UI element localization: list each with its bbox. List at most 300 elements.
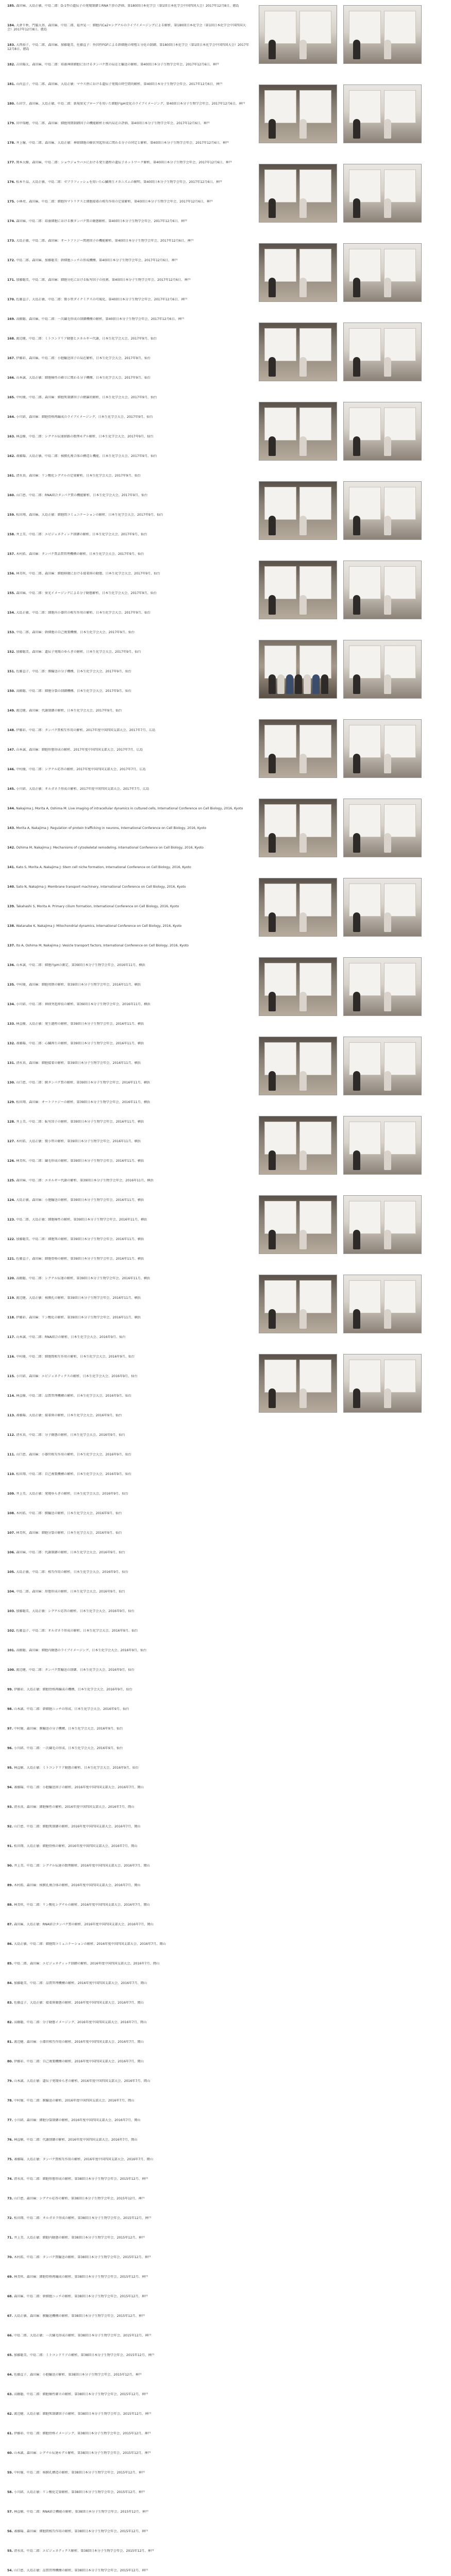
- presentation-entry: [7, 513, 249, 533]
- presentation-entry-text: [7, 1942, 249, 1946]
- presentation-entry-text: [7, 689, 249, 693]
- presentation-entry-text: [7, 2510, 249, 2514]
- person-silhouette: [353, 119, 360, 139]
- presentation-entry: [7, 944, 249, 963]
- poster-board-shape: [299, 646, 331, 679]
- presentation-number: 101.: [7, 1649, 15, 1652]
- presentation-number: 64.: [7, 2373, 13, 2377]
- person-silhouette: [384, 357, 391, 377]
- presentation-entry: [7, 2412, 249, 2432]
- poster-board-shape: [264, 11, 296, 44]
- poster-board-shape: [299, 408, 331, 440]
- presentation-number: 93.: [7, 1805, 13, 1809]
- presentation-number: 76.: [7, 2138, 13, 2142]
- poster-session-photo-20: [259, 799, 337, 857]
- presentation-citation: 加藤聡美、中島二郎：細胞死の解析、第39回日本分子生物学会年会、2016年11月、横浜: [16, 1238, 144, 1241]
- presentation-citation: 木村拓、森田麻：核膜孔複合体の解析、2016年度中国四国支部大会、2016年7月、岡山: [13, 1884, 141, 1887]
- person-silhouette: [353, 992, 360, 1011]
- presentation-number: 164.: [7, 415, 15, 419]
- presentation-number: 70.: [7, 2256, 13, 2259]
- poster-board-shape: [264, 249, 296, 282]
- presentation-entry: [7, 435, 249, 454]
- person-silhouette: [269, 833, 276, 853]
- presentation-entry-text: [7, 1766, 249, 1770]
- person-silhouette: [353, 436, 360, 456]
- presentation-number: 180.: [7, 102, 15, 106]
- person-silhouette: [286, 674, 293, 694]
- poster-board-shape: [384, 408, 416, 440]
- presentation-citation: 山口恵、森田麻：小器官相互作用の解析、日本生化学会大会、2016年9月、仙台: [16, 1453, 132, 1456]
- presentation-number: 116.: [7, 1355, 15, 1359]
- presentation-entry: [7, 454, 249, 474]
- presentation-entry-text: [7, 2334, 249, 2338]
- presentation-citation: 斎藤陽、大島正敏、中島二郎：核膜孔複合体の構造と機能、日本生化学会大会、2017年9月、仙台: [16, 454, 157, 458]
- presentation-entry-text: [7, 1198, 249, 1202]
- poster-session-photo-24: [259, 957, 337, 1016]
- person-silhouette: [384, 1388, 391, 1408]
- presentation-entry: [7, 1179, 249, 1198]
- presentation-entry-text: [7, 1629, 249, 1633]
- presentation-entry: [7, 1766, 249, 1786]
- presentation-number: 118.: [7, 1316, 15, 1319]
- presentation-citation: Nakajima J, Morita A, Oshima M: Live imaging of intracellular dynamics in cultured cells, International Conference on Cell Biology, 2016, Kyoto: [16, 807, 243, 810]
- presentation-number: 170.: [7, 298, 15, 301]
- presentation-entry-text: [7, 2353, 249, 2358]
- presentation-entry: [7, 161, 249, 180]
- poster-board-shape: [299, 249, 331, 282]
- presentation-entry: [7, 748, 249, 768]
- presentation-citation: 林直樹、大島正敏：ミトコンドリア動態の解析、日本生化学会大会、2016年9月、仙台: [13, 1766, 139, 1770]
- presentation-citation: 森田麻、中島二郎：幹細胞ニッチの解析、第38回日本分子生物学会年会、2015年12月、神戸: [13, 2295, 148, 2298]
- presentation-entry: [7, 983, 249, 1003]
- presentation-entry-text: [7, 1903, 249, 1907]
- presentation-citation: 高橋聡、中島二郎：細胞極性確立の解析、第38回日本分子生物学会年会、2015年12月、神戸: [13, 2393, 148, 2396]
- presentation-entry: [7, 611, 249, 631]
- presentation-citation: 林美咲、中島二郎：繊毛形成の解析、第39回日本分子生物学会年会、2016年11月、横浜: [16, 1159, 144, 1163]
- poster-board-shape: [299, 884, 331, 917]
- poster-board-shape: [264, 408, 296, 440]
- presentation-citation: Ito A, Oshima M, Nakajima J: Vesicle transport factors, International Conference on Cell Biology, 2016, Kyoto: [16, 944, 189, 947]
- presentation-entry: [7, 2471, 249, 2490]
- person-silhouette: [277, 674, 285, 694]
- presentation-entry-text: [7, 2295, 249, 2299]
- presentation-entry-text: [7, 4, 249, 8]
- poster-session-photo-4: [343, 84, 422, 143]
- person-silhouette: [269, 912, 276, 932]
- presentation-citation: 吉田陽太、森田麻、中島二郎：培養神経細胞におけるタンパク質の局在と輸送の解析、第40回日本分子生物学会年会、2017年12月6日、神戸: [16, 63, 220, 66]
- poster-session-photo-19: [343, 719, 422, 778]
- presentation-entry: [7, 1492, 249, 1512]
- presentation-citation: 加藤聡美、中島二郎、森田麻：細胞分化における転写因子の役割、第40回日本分子生物学会年会、2017年12月6日、神戸: [16, 278, 191, 282]
- poster-board-shape: [384, 249, 416, 282]
- presentation-entry: [7, 1512, 249, 1531]
- presentation-number: 149.: [7, 709, 15, 713]
- presentation-number: 128.: [7, 1120, 15, 1124]
- poster-session-photo-29: [343, 1116, 422, 1175]
- presentation-entry-text: [7, 1884, 249, 1888]
- presentation-citation: 岡本大樹、森田麻、中島二郎：ショウジョウバエにおける発生過程の遺伝子ネットワーク解析、第40回日本分子生物学会年会、2017年12月6日、神戸: [16, 161, 232, 164]
- presentation-citation: 佐藤直子、中島二郎：オルガネラ形成の解析、日本生化学会大会、2016年9月、仙台: [16, 1629, 138, 1633]
- presentation-entry-text: [7, 1355, 249, 1359]
- poster-session-photo-22: [259, 878, 337, 937]
- presentation-entry: [7, 2236, 249, 2256]
- presentation-number: 156.: [7, 572, 15, 575]
- presentation-entry-text: [7, 846, 249, 850]
- presentation-citation: 林直樹、大島正敏：発生過程の解析、第39回日本分子生物学会年会、2016年11月、横浜: [16, 1022, 144, 1026]
- person-silhouette: [384, 1309, 391, 1329]
- presentation-entry: [7, 1433, 249, 1453]
- presentation-entry: [7, 1590, 249, 1609]
- presentation-entry: [7, 670, 249, 689]
- presentation-citation: 伊藤彩、中島二郎：自己複製機構の解析、2016年度中国四国支部大会、2016年7月、岡山: [13, 2060, 144, 2063]
- poster-session-photo-6: [343, 164, 422, 223]
- presentation-entry-text: [7, 2001, 249, 2005]
- poster-board-shape: [299, 170, 331, 202]
- presentation-number: 90.: [7, 1864, 13, 1868]
- person-silhouette: [299, 436, 307, 456]
- person-silhouette: [269, 278, 276, 297]
- presentation-entry-text: [7, 1551, 249, 1555]
- person-silhouette: [299, 516, 307, 535]
- presentation-citation: 山口恵、中島二郎：細胞死制御の解析、2016年度中国四国支部大会、2016年7月、岡山: [13, 1825, 141, 1828]
- poster-board-shape: [349, 487, 381, 520]
- presentation-entry: [7, 1981, 249, 2001]
- presentation-entry-text: [7, 278, 249, 282]
- person-silhouette: [312, 674, 320, 694]
- presentation-citation: 中村優、中島二郎：核膜孔構造の解析、第38回日本分子生物学会年会、2015年12月、神戸: [13, 2471, 145, 2475]
- presentation-entry-text: [7, 219, 249, 224]
- presentation-number: 169.: [7, 317, 15, 321]
- person-silhouette: [269, 40, 276, 59]
- poster-board-shape: [264, 487, 296, 520]
- poster-board-shape: [349, 1042, 381, 1075]
- presentation-number: 184.: [7, 24, 15, 27]
- presentation-number: 79.: [7, 2079, 13, 2083]
- presentation-entry-text: [7, 748, 249, 752]
- presentation-entry: [7, 1727, 249, 1747]
- poster-board-shape: [384, 566, 416, 599]
- presentation-entry: [7, 1531, 249, 1551]
- presentation-citation: 林美咲、中島二郎：リン酸化シグナルの解析、2016年度中国四国支部大会、2016年7月、岡山: [13, 1903, 150, 1907]
- presentation-citation: 小川結、大島正敏：リン酸化定量解析、第38回日本分子生物学会年会、2015年12月、神戸: [13, 2490, 145, 2494]
- presentation-entry: [7, 1903, 249, 1923]
- presentation-number: 95.: [7, 1766, 13, 1770]
- poster-board-shape: [349, 1122, 381, 1155]
- person-silhouette: [384, 1071, 391, 1091]
- presentation-number: 85.: [7, 1962, 13, 1965]
- presentation-citation: 松田翔、大島正敏：細胞骨格の解析、2016年度中国四国支部大会、2016年7月、岡山: [13, 1844, 138, 1848]
- presentation-number: 83.: [7, 2001, 13, 2005]
- presentation-citation: 山本誠、大島正敏：細胞極性の確立に関わる分子機構、日本生化学会大会、2017年9月、仙台: [16, 376, 151, 380]
- presentation-entry-text: [7, 2197, 249, 2201]
- person-silhouette: [353, 357, 360, 377]
- presentation-number: 139.: [7, 905, 15, 908]
- presentation-entry: [7, 2334, 249, 2353]
- presentation-number: 84.: [7, 1981, 13, 1985]
- presentation-entry-text: [7, 82, 249, 87]
- presentation-entry: [7, 631, 249, 650]
- presentation-entry: [7, 1786, 249, 1805]
- presentation-citation: 森田麻、中島二郎：蛍光イメージングによる分子動態解析、日本生化学会大会、2017年9月、仙台: [16, 591, 157, 595]
- presentation-number: 86.: [7, 1942, 13, 1946]
- poster-board-shape: [384, 884, 416, 917]
- poster-board-shape: [264, 1042, 296, 1075]
- presentation-entry: [7, 2021, 249, 2040]
- presentation-entry-text: [7, 2275, 249, 2279]
- presentation-citation: 高橋聡、森田麻：細胞内動態のライブイメージング、日本生化学会大会、2016年9月、仙台: [16, 1649, 147, 1652]
- presentation-entry: [7, 2099, 249, 2119]
- presentation-entry-text: [7, 1042, 249, 1046]
- presentation-entry: [7, 1629, 249, 1649]
- presentation-entry-text: [7, 1414, 249, 1418]
- presentation-entry: [7, 1022, 249, 1042]
- presentation-entry: [7, 709, 249, 728]
- presentation-number: 54.: [7, 2569, 13, 2572]
- presentation-entry-text: [7, 337, 249, 341]
- presentation-citation: 林直樹、中島二郎：RNA結合機能の解析、第38回日本分子生物学会年会、2015年12月、神戸: [13, 2510, 149, 2514]
- presentation-entry: [7, 1081, 249, 1100]
- presentation-entry-text: [7, 2432, 249, 2436]
- presentation-citation: 高橋聡、中島二郎：分子動態イメージング、2016年度中国四国支部大会、2016年7月、岡山: [13, 2021, 147, 2024]
- presentation-entry-text: [7, 357, 249, 361]
- presentation-number: 87.: [7, 1923, 13, 1926]
- presentation-number: 106.: [7, 1551, 15, 1554]
- presentation-citation: 山内直子、中島二郎、森田麻、大島正敏：マウス胚における遺伝子発現の時空間的解析、第40回日本分子生物学会年会、2017年12月6日、神戸: [16, 82, 223, 86]
- presentation-number: 135.: [7, 983, 15, 987]
- person-silhouette: [269, 436, 276, 456]
- presentation-number: 69.: [7, 2275, 13, 2279]
- presentation-entry-text: [7, 1688, 249, 1692]
- presentation-number: 113.: [7, 1414, 15, 1417]
- presentation-entry: [7, 2490, 249, 2510]
- presentation-entry: [7, 787, 249, 807]
- presentation-entry-text: [7, 1238, 249, 1242]
- presentation-citation: 山口恵、中島二郎：RNA結合タンパク質の機能解析、日本生化学会大会、2017年9月、仙台: [16, 494, 148, 497]
- presentation-citation: 清水真、中島二郎：細胞形態形成の解析、第38回日本分子生物学会年会、2015年12月、神戸: [13, 2177, 148, 2181]
- presentation-citation: 清水真、森田麻：細胞接着の解析、第39回日本分子生物学会年会、2016年11月、横浜: [16, 1061, 141, 1065]
- poster-session-photo-28: [259, 1116, 337, 1175]
- presentation-citation: 中村優、中島二郎：膜輸送の解析、2016年度中国四国支部大会、2016年7月、岡山: [13, 2099, 135, 2103]
- presentation-entry-text: [7, 1805, 249, 1809]
- presentation-number: 57.: [7, 2510, 13, 2514]
- poster-session-photo-3: [259, 84, 337, 143]
- poster-session-photo-9: [259, 323, 337, 381]
- presentation-citation: 佐藤直子、大島正敏、中島二郎：微小管ダイナミクスの可視化、第40回日本分子生物学会年会、2017年12月6日、神戸: [16, 298, 188, 301]
- presentation-citation: 渡辺健、大島正敏：細胞死制御因子の解析、第38回日本分子生物学会年会、2015年12月、神戸: [13, 2412, 152, 2416]
- presentation-citation: 渡辺健、大島正敏：核膜孔の解析、第39回日本分子生物学会年会、2016年11月、横浜: [16, 1296, 141, 1300]
- presentation-number: 63.: [7, 2393, 13, 2396]
- person-silhouette: [299, 1230, 307, 1249]
- presentation-entry: [7, 2295, 249, 2314]
- person-silhouette: [384, 833, 391, 853]
- presentation-number: 122.: [7, 1238, 15, 1241]
- poster-board-shape: [384, 1122, 416, 1155]
- presentation-entry: [7, 219, 249, 239]
- person-silhouette: [353, 674, 360, 694]
- presentation-entry-text: [7, 2021, 249, 2025]
- presentation-entry-text: [7, 552, 249, 556]
- presentation-entry-text: [7, 533, 249, 537]
- presentation-citation: 斎藤陽、中島二郎：心臓再生の解析、第39回日本分子生物学会年会、2016年11月、横浜: [16, 1042, 144, 1045]
- person-silhouette: [384, 1230, 391, 1249]
- presentation-entry-text: [7, 1296, 249, 1300]
- presentation-entry-text: [7, 650, 249, 654]
- presentation-entry: [7, 357, 249, 376]
- poster-board-shape: [384, 725, 416, 758]
- presentation-number: 94.: [7, 1786, 13, 1789]
- presentation-citation: 斎藤陽、中島二郎：小胞輸送因子の解析、2016年度中国四国支部大会、2016年7月、岡山: [13, 1786, 144, 1789]
- presentation-entry-text: [7, 924, 249, 928]
- presentation-entry-text: [7, 122, 249, 126]
- presentation-number: 77.: [7, 2119, 13, 2122]
- presentation-number: 110.: [7, 1472, 15, 1476]
- presentation-entry: [7, 1277, 249, 1296]
- poster-board-shape: [384, 1042, 416, 1075]
- presentation-citation: 小林亮、森田麻、中島二郎：細胞外マトリクスと細胞接着の相互作用の定量解析、第40回日本分子生物学会年会、2017年12月6日、神戸: [16, 200, 213, 204]
- poster-board-shape: [349, 408, 381, 440]
- poster-board-shape: [384, 487, 416, 520]
- presentation-number: 143.: [7, 826, 15, 830]
- poster-board-shape: [264, 725, 296, 758]
- presentation-entry: [7, 415, 249, 435]
- presentation-citation: 山本誠、中島二郎：細胞内pHの測定、第39回日本分子生物学会年会、2016年11月、横浜: [16, 963, 145, 967]
- presentation-citation: 小川結、森田麻：細胞分裂制御の解析、2016年度中国四国支部大会、2016年7月、岡山: [13, 2119, 141, 2122]
- presentation-entry-text: [7, 2373, 249, 2377]
- poster-board-shape: [264, 328, 296, 361]
- presentation-entry-text: [7, 24, 249, 32]
- presentation-number: 99.: [7, 1688, 13, 1691]
- person-silhouette: [384, 1150, 391, 1170]
- person-silhouette: [269, 1309, 276, 1329]
- poster-session-photo-21: [343, 799, 422, 857]
- presentation-number: 138.: [7, 924, 15, 928]
- presentation-citation: 山本誠、大島正敏：遺伝子発現ゆらぎの解析、2016年度中国四国支部大会、2016年7月、岡山: [13, 2079, 151, 2083]
- person-silhouette: [353, 278, 360, 297]
- presentation-number: 182.: [7, 63, 15, 66]
- poster-board-shape: [384, 90, 416, 123]
- presentation-entry: [7, 2079, 249, 2099]
- presentation-citation: 松田翔、森田麻：オートファジーの解析、第39回日本分子生物学会年会、2016年11月、横浜: [16, 1100, 151, 1104]
- poster-session-photo-32: [259, 1275, 337, 1333]
- poster-board-shape: [384, 170, 416, 202]
- presentation-entry: [7, 1159, 249, 1179]
- poster-session-photo-11: [259, 402, 337, 461]
- presentation-number: 175.: [7, 200, 15, 204]
- presentation-entry-text: [7, 2451, 249, 2455]
- presentation-entry: [7, 2432, 249, 2451]
- presentation-entry-text: [7, 1864, 249, 1868]
- person-silhouette: [299, 357, 307, 377]
- poster-board-shape: [349, 170, 381, 202]
- presentation-citation: 伊藤彩、大島正敏：細胞骨格再編成の機構、日本生化学会大会、2016年9月、仙台: [13, 1688, 132, 1691]
- presentation-entry-text: [7, 1825, 249, 1829]
- presentation-citation: 山口恵、中島二郎：膜タンパク質の解析、第39回日本分子生物学会年会、2016年11月、横浜: [16, 1081, 151, 1084]
- presentation-entry-text: [7, 1786, 249, 1790]
- presentation-entry: [7, 396, 249, 415]
- presentation-number: 166.: [7, 376, 15, 380]
- presentation-entry-text: [7, 1590, 249, 1594]
- presentation-citation: 中村優、森田麻：細胞周期の解析、第39回日本分子生物学会年会、2016年11月、横浜: [16, 983, 141, 987]
- presentation-entry: [7, 494, 249, 513]
- presentation-entry: [7, 1355, 249, 1375]
- person-silhouette: [299, 595, 307, 615]
- presentation-citation: 大島正敏、森田麻：膜輸送機構の解析、第38回日本分子生物学会年会、2015年12月、神戸: [13, 2314, 145, 2318]
- presentation-entry: [7, 2510, 249, 2530]
- presentation-citation: 加藤聡美、森田麻：遺伝子発現のゆらぎの解析、日本生化学会大会、2017年9月、仙台: [16, 650, 141, 654]
- presentation-entry: [7, 1375, 249, 1394]
- poster-session-photo-27: [343, 1037, 422, 1095]
- presentation-number: 177.: [7, 161, 15, 164]
- presentation-entry-text: [7, 2236, 249, 2240]
- presentation-entry-text: [7, 63, 249, 67]
- presentation-number: 60.: [7, 2451, 13, 2455]
- presentation-entry-text: [7, 2314, 249, 2318]
- presentation-citation: Takahashi S, Morita A: Primary cilium formation, International Conference on Cell Biology, 2016, Kyoto: [16, 905, 179, 908]
- poster-board-shape: [349, 90, 381, 123]
- poster-board-shape: [349, 1360, 381, 1393]
- presentation-number: 129.: [7, 1100, 15, 1104]
- presentation-citation: 山口恵、森田麻：シグナル応答の解析、第38回日本分子生物学会年会、2015年12月、神戸: [13, 2197, 145, 2200]
- poster-board-shape: [384, 1280, 416, 1313]
- poster-session-photo-34: [259, 1354, 337, 1413]
- presentation-number: 126.: [7, 1159, 15, 1163]
- poster-board-shape: [264, 1280, 296, 1313]
- person-silhouette: [353, 754, 360, 773]
- presentation-entry: [7, 2530, 249, 2549]
- presentation-entry-text: [7, 944, 249, 948]
- presentation-number: 142.: [7, 846, 15, 850]
- presentation-citation: 木村拓、大島正敏：微小管の解析、第39回日本分子生物学会年会、2016年11月、横浜: [16, 1140, 141, 1143]
- presentation-citation: 渡辺健、中島二郎：ミトコンドリア動態とエネルギー代謝、日本生化学会大会、2017年9月、仙台: [16, 337, 157, 341]
- presentation-number: 98.: [7, 1707, 13, 1711]
- person-silhouette: [269, 1150, 276, 1170]
- presentation-number: 183.: [7, 43, 15, 47]
- presentation-entry-text: [7, 180, 249, 184]
- person-silhouette: [384, 436, 391, 456]
- presentation-entry: [7, 141, 249, 161]
- presentation-number: 117.: [7, 1335, 15, 1339]
- poster-board-shape: [299, 1122, 331, 1155]
- presentation-entry: [7, 963, 249, 983]
- presentation-citation: 小川結、森田麻：エピジェネティクスの解析、日本生化学会大会、2016年9月、仙台: [16, 1375, 138, 1378]
- presentation-entry: [7, 122, 249, 141]
- presentation-number: 158.: [7, 533, 15, 536]
- presentation-entry-text: [7, 141, 249, 145]
- poster-board-shape: [349, 963, 381, 996]
- poster-board-shape: [384, 804, 416, 837]
- presentation-number: 97.: [7, 1727, 13, 1731]
- presentation-entry-text: [7, 1844, 249, 1849]
- presentation-entry-text: [7, 1981, 249, 1986]
- presentation-entry-text: [7, 768, 249, 772]
- presentation-number: 67.: [7, 2314, 13, 2318]
- presentation-entry: [7, 1296, 249, 1316]
- presentation-entry: [7, 1825, 249, 1844]
- presentation-entry-text: [7, 454, 249, 459]
- presentation-entry: [7, 1257, 249, 1277]
- poster-board-shape: [349, 566, 381, 599]
- presentation-number: 150.: [7, 689, 15, 693]
- poster-board-shape: [349, 11, 381, 44]
- presentation-citation: 佐藤直子、大島正敏：接着斑動態の解析、2016年度中国四国支部大会、2016年7月、岡山: [13, 2001, 144, 2005]
- presentation-entry: [7, 1394, 249, 1414]
- presentation-entry-text: [7, 709, 249, 713]
- presentation-entry: [7, 1120, 249, 1140]
- presentation-entry-text: [7, 885, 249, 889]
- person-silhouette: [299, 278, 307, 297]
- presentation-entry: [7, 591, 249, 611]
- presentation-number: 167.: [7, 357, 15, 360]
